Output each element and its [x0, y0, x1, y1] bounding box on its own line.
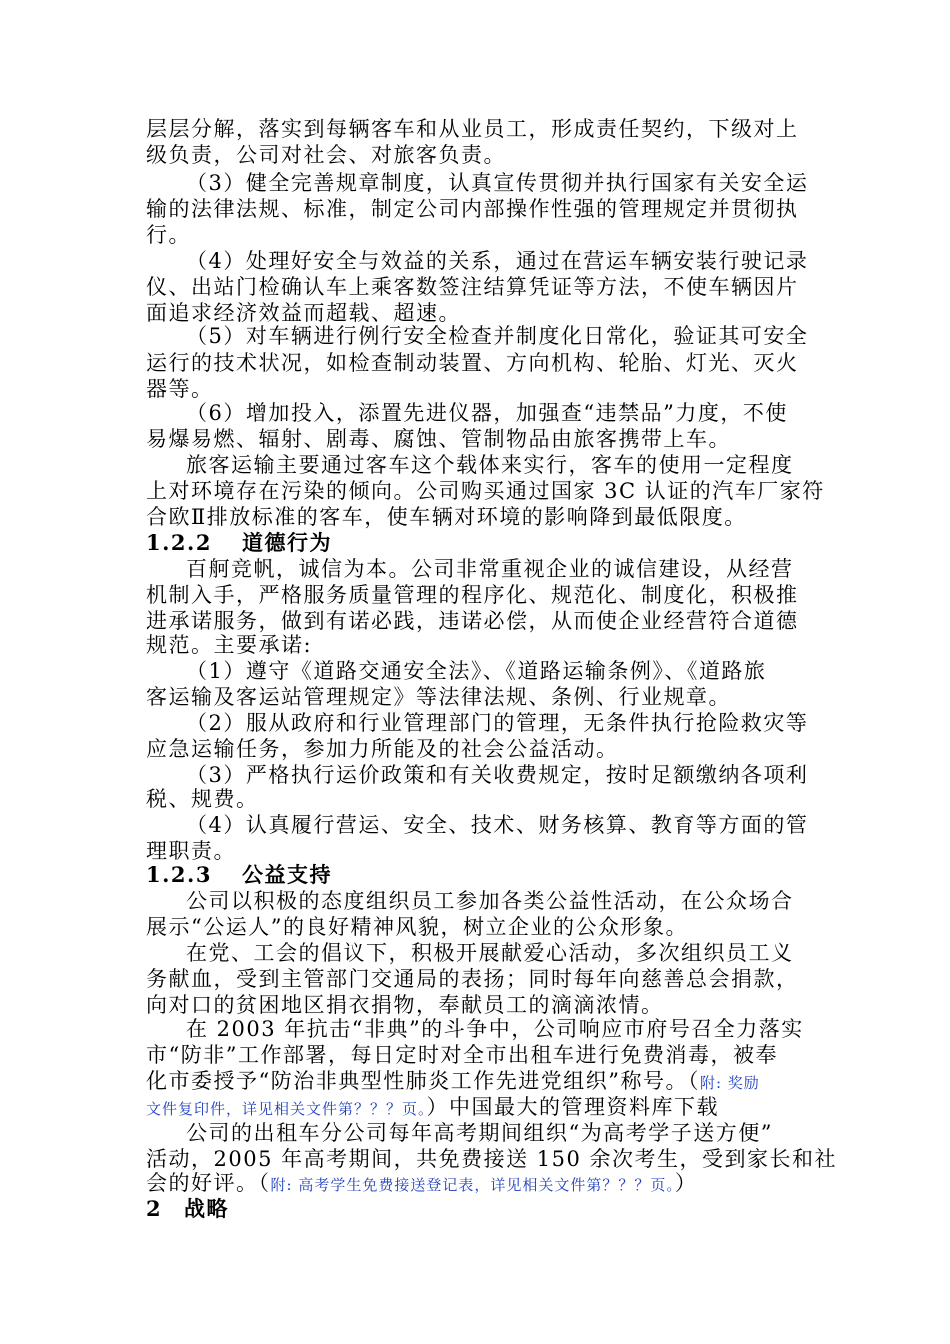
body-line: 仪、出站门检确认车上乘客数签注结算凭证等方法，不使车辆因片: [146, 275, 799, 299]
body-line: 务献血，受到主管部门交通局的表扬；同时每年向慈善总会捐款，: [146, 967, 799, 991]
section-heading: [146, 530, 332, 556]
body-text: 化市委授予“防治非典型性肺炎工作先进党组织”称号。（: [146, 1069, 700, 1093]
reference-note: 附: 高考学生免费接送登记表，详见相关文件第？？？页。: [270, 1176, 675, 1194]
body-line: 活动，2005 年高考期间，共免费接送 150 余次考生，受到家长和社: [146, 1147, 838, 1171]
body-text: ）: [674, 1171, 698, 1195]
section-number: 1.2.3: [146, 862, 212, 887]
body-line: 面追求经济效益而超载、超速。: [146, 301, 461, 325]
body-line: 上对环境存在污染的倾向。公司购买通过国家 3C 认证的汽车厂家符: [146, 479, 825, 503]
body-line: 输的法律法规、标准，制定公司内部操作性强的管理规定并贯彻执: [146, 197, 799, 221]
section-heading: [146, 1196, 229, 1222]
body-line: （5）对车辆进行例行安全检查并制度化日常化，验证其可安全: [186, 324, 809, 348]
body-line: 合欧Ⅱ排放标准的客车，使车辆对环境的影响降到最低限度。: [146, 505, 747, 529]
body-line-with-note: [146, 1068, 760, 1094]
body-line: （3）健全完善规章制度，认真宣传贯彻并执行国家有关安全运: [186, 171, 809, 195]
reference-note: 附: 奖励: [699, 1074, 760, 1092]
section-title: 战略: [184, 1196, 229, 1221]
section-number: 2: [146, 1196, 163, 1221]
body-line: 级负责，公司对社会、对旅客负责。: [146, 143, 506, 167]
body-line: 在 2003 年抗击“非典”的斗争中，公司响应市府号召全力落实: [186, 1017, 804, 1041]
body-line: 运行的技术状况，如检查制动装置、方向机构、轮胎、灯光、灭火: [146, 351, 799, 375]
body-line: 展示“公运人”的良好精神风貌，树立企业的公众形象。: [146, 915, 688, 939]
body-line: （6）增加投入，添置先进仪器，加强查“违禁品”力度，不使: [186, 401, 788, 425]
body-line: 百舸竞帆，诚信为本。公司非常重视企业的诚信建设，从经营: [186, 557, 794, 581]
body-line: 应急运输任务，参加力所能及的社会公益活动。: [146, 737, 619, 761]
body-line: （4）处理好安全与效益的关系，通过在营运车辆安装行驶记录: [186, 249, 809, 273]
body-line: 旅客运输主要通过客车这个载体来实行，客车的使用一定程度: [186, 453, 794, 477]
body-line: 在党、工会的倡议下，积极开展献爱心活动，多次组织员工义: [186, 941, 794, 965]
body-line: 层层分解，落实到每辆客车和从业员工，形成责任契约，下级对上: [146, 117, 799, 141]
body-line: 理职责。: [146, 839, 236, 863]
body-line: 进承诺服务，做到有诺必践，违诺必偿，从而使企业经营符合道德: [146, 609, 799, 633]
section-heading: [146, 862, 332, 888]
body-line: 规范。主要承诺:: [146, 633, 313, 657]
section-number: 1.2.2: [146, 530, 212, 555]
section-title: 道德行为: [242, 530, 332, 555]
body-text: 会的好评。（: [146, 1171, 271, 1195]
body-line: 公司以积极的态度组织员工参加各类公益性活动，在公众场合: [186, 889, 794, 913]
body-line: 税、规费。: [146, 787, 259, 811]
body-line: 客运输及客运站管理规定》等法律法规、条例、行业规章。: [146, 685, 731, 709]
body-line: 向对口的贫困地区捐衣捐物，奉献员工的滴滴浓情。: [146, 993, 664, 1017]
body-line: （1）遵守《道路交通安全法》、《道路运输条例》、《道路旅: [186, 659, 767, 683]
body-line-with-note: [146, 1170, 697, 1196]
reference-note: 文件复印件，详见相关文件第？？？页。: [146, 1100, 427, 1118]
section-title: 公益支持: [242, 862, 332, 887]
body-line: 器等。: [146, 377, 214, 401]
body-line: 公司的出租车分公司每年高考期间组织“为高考学子送方便”: [186, 1121, 773, 1145]
body-text: ）中国最大的管理资料库下载: [426, 1095, 720, 1119]
body-line: 行。: [146, 223, 191, 247]
body-line: （3）严格执行运价政策和有关收费规定，按时足额缴纳各项利: [186, 763, 809, 787]
body-line-with-note: [146, 1094, 719, 1120]
body-line: 机制入手，严格服务质量管理的程序化、规范化、制度化，积极推: [146, 583, 799, 607]
body-line: 市“防非”工作部署，每日定时对全市出租车进行免费消毒，被奉: [146, 1043, 778, 1067]
body-line: （2）服从政府和行业管理部门的管理，无条件执行抢险救灾等: [186, 711, 809, 735]
body-line: （4）认真履行营运、安全、技术、财务核算、教育等方面的管: [186, 813, 809, 837]
body-line: 易爆易燃、辐射、剧毒、腐蚀、管制物品由旅客携带上车。: [146, 427, 731, 451]
